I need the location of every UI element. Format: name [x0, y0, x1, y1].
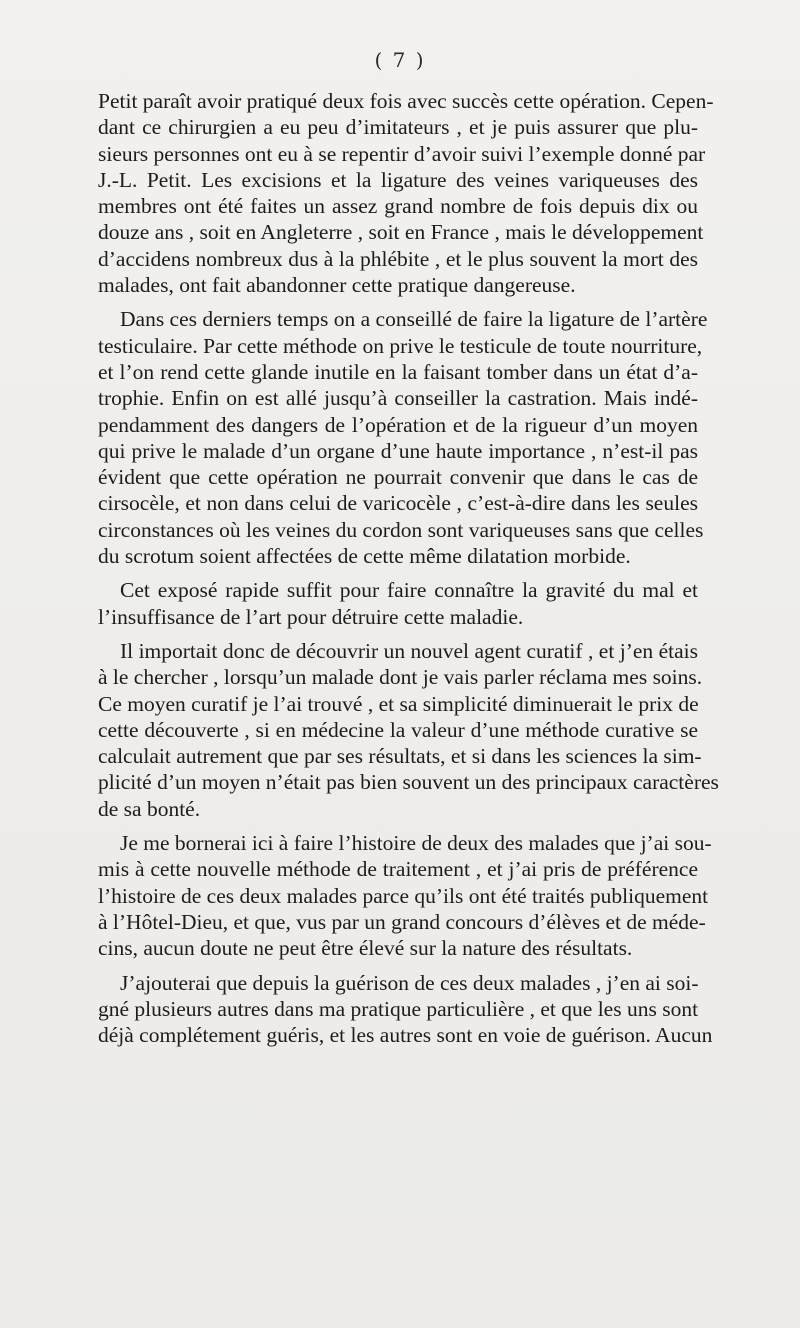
text-line: qui prive le malade d’un organe d’une haute importance , n’est-il pas [98, 438, 698, 463]
text-line: malades, ont fait abandonner cette pratique dangereuse. [98, 273, 576, 298]
text-line: de sa bonté. [98, 796, 201, 821]
paragraph-3 [98, 577, 698, 630]
paragraph-5 [98, 830, 712, 961]
paragraph-2 [98, 306, 708, 569]
text-line: Ce moyen curatif je l’ai trouvé , et sa simplicité diminuerait le prix de [98, 691, 699, 716]
text-line: d’accidens nombreux dus à la phlébite , et le plus souvent la mort des [98, 246, 698, 271]
body-text [98, 88, 719, 1056]
text-line: évident que cette opération ne pourrait convenir que dans le cas de [98, 465, 698, 490]
text-line: du scrotum soient affectées de cette même dilatation morbide. [98, 544, 631, 569]
page-number: ( 7 ) [374, 48, 426, 72]
text-line: Petit paraît avoir pratiqué deux fois avec succès cette opération. Cepen- [98, 89, 714, 113]
text-line: douze ans , soit en Angleterre , soit en France , mais le développement [98, 220, 704, 245]
text-line: Cet exposé rapide suffit pour faire connaître la gravité du mal et [120, 578, 698, 603]
text-line: dant ce chirurgien a eu peu d’imitateurs , et je puis assurer que plu- [98, 115, 698, 140]
text-line: l’insuffisance de l’art pour détruire cette maladie. [98, 604, 524, 629]
text-line: l’histoire de ces deux malades parce qu’ils ont été traités publiquement [98, 883, 709, 908]
text-line: cette découverte , si en médecine la valeur d’une méthode curative se [98, 717, 698, 742]
paragraph-1 [98, 88, 714, 298]
text-line: cirsocèle, et non dans celui de varicocèle , c’est-à-dire dans les seules [98, 491, 698, 516]
text-line: et l’on rend cette glande inutile en la faisant tomber dans un état d’a- [98, 359, 698, 384]
text-line: J’ajouterai que depuis la guérison de ces deux malades , j’en ai soi- [120, 970, 699, 995]
text-line: testiculaire. Par cette méthode on prive le testicule de toute nourriture, [98, 333, 703, 358]
text-line: pendamment des dangers de l’opération et de la rigueur d’un moyen [98, 412, 698, 437]
text-line: trophie. Enfin on est allé jusqu’à conseiller la castration. Mais indé- [98, 386, 698, 411]
text-line: cins, aucun doute ne peut être élevé sur la nature des résultats. [98, 936, 633, 961]
text-line: circonstances où les veines du cordon sont variqueuses sans que celles [98, 517, 704, 542]
text-line: à l’Hôtel-Dieu, et que, vus par un grand concours d’élèves et de méde- [98, 909, 706, 934]
text-line: Je me bornerai ici à faire l’histoire de deux des malades que j’ai sou- [120, 831, 712, 856]
text-line: plicité d’un moyen n’était pas bien souvent un des principaux caractères [98, 770, 719, 795]
text-line: déjà complétement guéris, et les autres sont en voie de guérison. Aucun [98, 1023, 713, 1048]
text-line: gné plusieurs autres dans ma pratique particulière , et que les uns sont [98, 996, 699, 1021]
text-line: Dans ces derniers temps on a conseillé de faire la ligature de l’artère [120, 307, 708, 332]
text-line: Il importait donc de découvrir un nouvel agent curatif , et j’en étais [120, 638, 698, 663]
text-line: membres ont été faites un assez grand nombre de fois depuis dix ou [98, 194, 698, 219]
text-line: J.-L. Petit. Les excisions et la ligature des veines variqueuses des [98, 167, 698, 192]
text-line: à le chercher , lorsqu’un malade dont je vais parler réclama mes soins. [98, 665, 703, 690]
paragraph-4 [98, 638, 719, 822]
paragraph-6 [98, 970, 713, 1049]
text-line: sieurs personnes ont eu à se repentir d’avoir suivi l’exemple donné par [98, 141, 706, 166]
text-line: calculait autrement que par ses résultats, et si dans les sciences la sim- [98, 744, 702, 769]
text-line: mis à cette nouvelle méthode de traitement , et j’ai pris de préférence [98, 857, 698, 882]
